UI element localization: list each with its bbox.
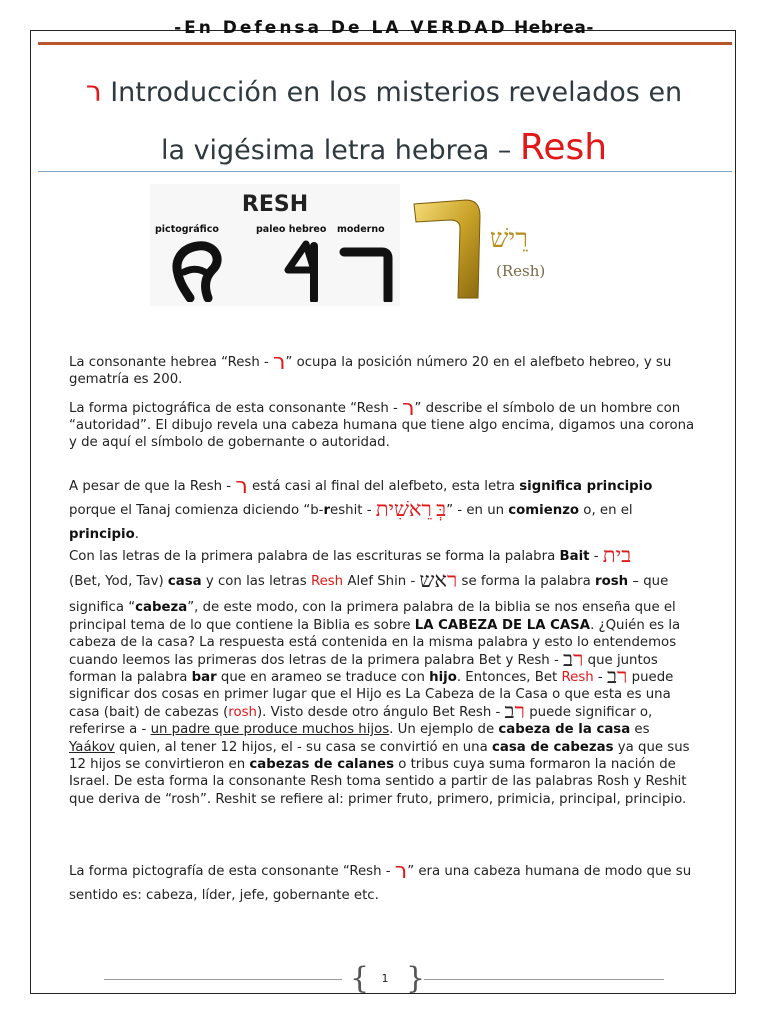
hebrew-bait: בית <box>602 543 632 567</box>
hebrew-resh-handwritten: רֵישׁ <box>490 224 528 254</box>
resh-figure <box>150 184 570 306</box>
title-resh-word: Resh <box>519 127 608 168</box>
p3-text-a: A pesar de que la Resh - <box>69 479 236 494</box>
document-header <box>0 18 768 38</box>
page-title <box>30 64 738 178</box>
modern-resh-glyph <box>338 238 398 302</box>
resh-letter: ר <box>394 859 408 884</box>
resh-letter: ר <box>235 474 248 499</box>
bold-la-cabeza-de-la-casa: LA CABEZA DE LA CASA <box>414 617 591 633</box>
p4-text-r: es <box>630 722 650 738</box>
p4-text-t: ya que sus 12 hijos se convirtieron en <box>69 739 690 773</box>
p5-text-b: ” era una cabeza humana de modo que su sentido es: cabeza, líder, jefe, gobernante etc. <box>69 864 692 903</box>
p4-text-f: se forma la palabra <box>457 574 596 590</box>
p4-text-i: . ¿Quién es la cabeza de la casa? La respuesta está contenida en la misma palabra y esto lo entendemos cuando leemos las primeras dos letras de la primera palabra Bet y Resh - <box>69 617 681 668</box>
paragraph-4 <box>69 543 699 808</box>
hebrew-rosh-rest: אש <box>419 568 447 593</box>
hebrew-be-prefix: בְּ <box>436 497 447 521</box>
hebrew-bar-resh: ר <box>617 664 628 689</box>
p4-text-n: puede significar dos cosas en primer lugar que el Hijo es La Cabeza de la Casa o que esta es una casa (bait) de cabezas ( <box>69 670 674 720</box>
header-main: -En Defensa De LA VERDAD <box>174 18 508 38</box>
red-resh-word-2: Resh <box>561 670 594 686</box>
p4-text-e: Alef Shin - <box>343 574 420 590</box>
hebrew-bar-resh: ר <box>573 646 584 671</box>
title-line2-text: la vigésima letra hebrea – <box>160 135 520 166</box>
red-rosh-word: rosh <box>228 704 257 720</box>
footer-brace-left: { <box>350 961 370 996</box>
hebrew-bar-resh: ר <box>514 698 525 723</box>
paragraph-1 <box>69 350 699 388</box>
caption-paleo: paleo hebreo <box>256 224 327 235</box>
underlined-yaakov: Yaákov <box>69 739 115 755</box>
p3-text-d: eshit - <box>330 503 376 518</box>
p4-text-s: quien, al tener 12 hijos, el - su casa se convirtió en una <box>114 739 492 755</box>
bold-cabezas-de-calanes: cabezas de calanes <box>249 757 394 773</box>
bold-hijo: hijo <box>429 670 457 686</box>
resh-letter: ר <box>402 396 415 421</box>
hebrew-bar-bet: ב <box>504 698 515 723</box>
hebrew-bar-bet: ב <box>606 664 618 689</box>
bold-bar-ba: ba <box>191 670 211 686</box>
bold-cabeza: cabeza <box>135 600 188 616</box>
bold-principio: principio <box>69 527 135 542</box>
footer-brace-right: } <box>406 961 426 996</box>
title-line1-text: Introducción en los misterios revelados en <box>101 77 683 108</box>
header-rule <box>38 42 732 45</box>
p4-text-p: puede significar o, referirse a - <box>69 704 653 738</box>
hebrew-rosh-resh: ר <box>446 568 458 593</box>
p3-text-b: está casi al final del alefbeto, esta letra <box>247 479 520 494</box>
bold-cabeza-de-la-casa: cabeza de la casa <box>498 722 631 738</box>
caption-modern: moderno <box>337 224 385 235</box>
p4-text-h: ”, de este modo, con la primera palabra de la biblia se nos enseña que el principal tema de lo que contiene la Biblia es sobre <box>69 600 676 633</box>
paragraph-2 <box>69 396 699 451</box>
resh-handwritten-label: (Resh) <box>496 262 546 280</box>
p4-text-d: y con las letras <box>201 574 311 590</box>
bold-casa: casa <box>167 574 202 590</box>
title-line-2 <box>30 120 738 178</box>
p1-text-b: ” ocupa la posición número 20 en el alefbeto hebreo, y su gematría es 200. <box>69 355 672 387</box>
p4-text-m: - <box>593 670 607 686</box>
page-number: 1 <box>381 972 389 985</box>
p2-text-b: ” describe el símbolo de un hombre con “autoridad”. El dibujo revela una cabeza humana que tiene algo encima, digamos una corona y de aquí el símbolo de gobernante o autoridad. <box>69 401 695 450</box>
bold-comienzo: comienzo <box>508 503 580 518</box>
p4-text-c: (Bet, Yod, Tav) <box>69 574 168 590</box>
footer-rule-right <box>424 979 664 980</box>
hebrew-reshit: רֵאשִׁית <box>375 497 432 521</box>
red-resh-word: Resh <box>310 574 344 590</box>
p4-text-a: Con las letras de la primera palabra de las escrituras se forma la palabra <box>69 549 560 564</box>
underlined-padre: un padre que produce muchos hijos <box>150 722 390 738</box>
p5-text-a: La forma pictografía de esta consonante “Resh - <box>69 864 395 879</box>
paragraph-5 <box>69 860 699 908</box>
p3-text-f: o, en el <box>579 503 633 518</box>
paragraph-3 <box>69 475 699 547</box>
p4-text-k: que en arameo se traduce con <box>216 670 430 686</box>
p2-text-a: La forma pictográfica de esta consonante “Resh - <box>69 401 403 416</box>
p4-text-q: . Un ejemplo de <box>389 722 499 738</box>
p4-text-g: – que significa “ <box>69 574 669 616</box>
resh-letter: ר <box>273 350 286 375</box>
figure-title: RESH <box>241 192 309 217</box>
title-resh-letter: ר <box>85 75 102 108</box>
caption-pictographic: pictográfico <box>155 224 219 235</box>
p3-text-c: porque el Tanaj comienza diciendo “b- <box>69 503 324 518</box>
bold-casa-de-cabezas: casa de cabezas <box>491 739 614 755</box>
resh-evolution-panel <box>150 184 400 306</box>
bold-significa-principio: significa principio <box>519 479 653 494</box>
p4-text-j: que juntos forman la palabra <box>69 652 658 686</box>
gold-resh-glyph <box>412 196 484 302</box>
p4-text-o: ). Visto desde otro ángulo Bet Resh - <box>256 704 505 720</box>
bold-bar-r: r <box>210 670 217 686</box>
title-line-1 <box>30 64 738 120</box>
p3-text-e: ” - en un <box>446 503 509 518</box>
bold-rosh: rosh <box>595 574 629 590</box>
header-tail: Hebrea- <box>507 18 594 38</box>
pictographic-resh-glyph <box>162 238 242 302</box>
paleo-resh-glyph <box>276 238 336 302</box>
p4-text-u: o tribus cuya suma formaron la nación de Israel. De esta forma la consonante Resh toma sentido a partir de las palabras Rosh y Reshit que deriva de “rosh”. Reshit se refiere al: primer fruto, primero, primicia, principal, principio. <box>69 757 687 807</box>
hebrew-bar-bet: ב <box>562 646 574 671</box>
highlight-r: r <box>323 503 331 518</box>
p3-text-g: . <box>134 527 139 542</box>
p1-text-a: La consonante hebrea “Resh - <box>69 355 274 370</box>
p4-text-l: . Entonces, Bet <box>456 670 562 686</box>
title-rule <box>38 171 732 172</box>
bold-bait: Bait <box>559 549 590 564</box>
p4-text-b: - <box>589 549 603 564</box>
footer-rule-left <box>104 979 342 980</box>
